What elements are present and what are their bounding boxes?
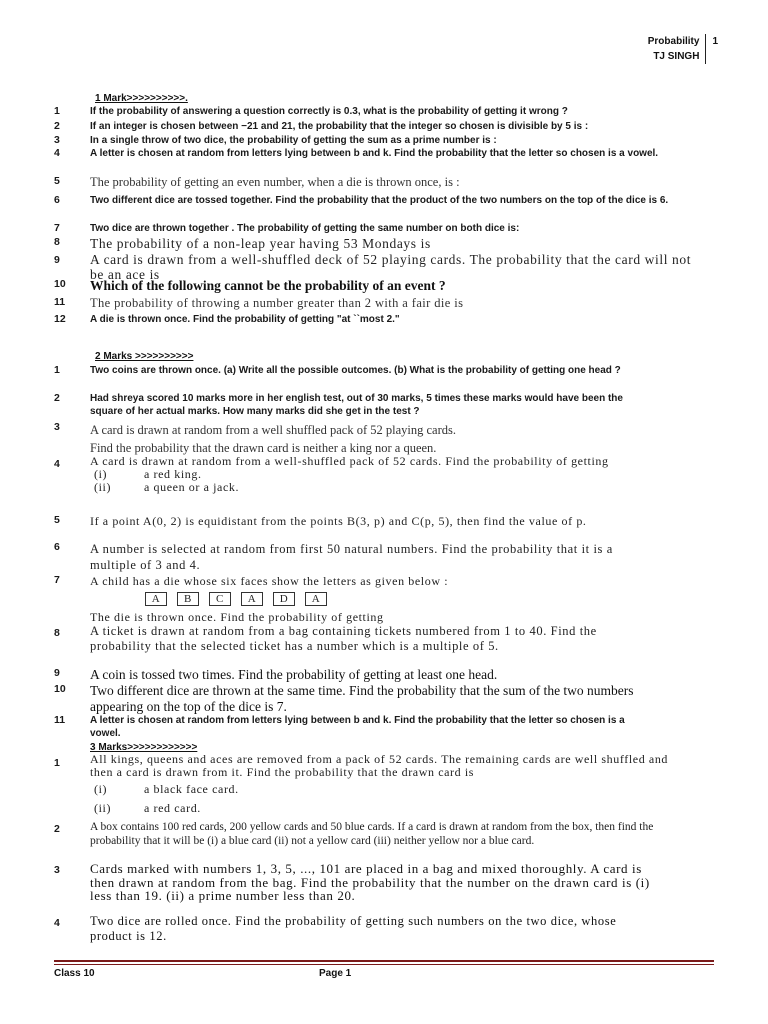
question-3m-1-part-i: (i) a black face card. <box>94 782 239 796</box>
footer-rule <box>54 960 714 962</box>
page-footer <box>54 960 714 982</box>
footer-class-label: Class 10 <box>54 968 95 979</box>
header-subject: Probability <box>647 36 700 47</box>
question-2m-3-line2: Find the probability that the drawn card is neither a king nor a queen. <box>90 441 437 455</box>
section-heading-2-marks: 2 Marks >>>>>>>>>> <box>95 351 194 362</box>
header-author: TJ SINGH <box>653 51 700 62</box>
die-face-4: A <box>241 592 263 606</box>
question-2m-7-stem: A child has a die whose six faces show the letters as given below : <box>90 574 449 588</box>
die-face-5: D <box>273 592 295 606</box>
question-2m-4-part-ii: (ii) a queen or a jack. <box>94 480 240 494</box>
footer-rule-thin <box>54 964 714 965</box>
die-face-1: A <box>145 592 167 606</box>
section-heading-3-marks: 3 Marks>>>>>>>>>>>> <box>90 742 198 753</box>
question-3m-1-part-ii: (ii) a red card. <box>94 801 201 815</box>
die-face-6: A <box>305 592 327 606</box>
die-face-2: B <box>177 592 199 606</box>
question-2m-3-line1: A card is drawn at random from a well shuffled pack of 52 playing cards. <box>90 423 456 437</box>
question-2m-7-after: The die is thrown once. Find the probability of getting <box>90 610 384 624</box>
die-faces <box>145 592 700 606</box>
footer-page-label: Page 1 <box>319 968 352 979</box>
document-page: Probability TJ SINGH 1 1 Mark>>>>>>>>>>. 1 If the probability of answering a question correctly is 0.3, what is the probability of getting it wrong ? 2 If an integer is chosen between −21 and 21, the probability that the integer so chosen is divisible by 5 is : 3 In a single throw of two dice, the probability of getting the sum as a prime number is : 4 A letter is chosen at random from letters lying between b and k. Find the probability that the letter so chosen is a vowel. 5 The probability of getting an even number, when a die is thrown once, is : 6 Two different dice are tossed together. Find the probability that the product of the two numbers on the top of the dice is 6. 7 Two dice are thrown together . The probability of getting the same number on both dice is: 8 The probability of a non-leap year having 53 Mondays is 9 A card is drawn from a well-shuffled deck of 52 playing cards. The probability that the card will not be an ace is 10 Which of the following cannot be the probability of an event ? 11 The probability of throwing a number greater than 2 with a fair die is 12 A die is thrown once. Find the probability of getting "at ``most 2." 2 Marks >>>>>>>>>> 1 Two coins are thrown once. (a) Write all the possible outcomes. (b) What is the probability of getting one head ? 2 Had shreya scored 10 marks more in her english test, out of 30 marks, 5 times these marks would have been the square of her actual marks. How many marks did she get in the test ? 3 A card is drawn at random from a well shuffled pack of 52 playing cards. Find the probability that the drawn card is neither a king nor a queen. 4 A card is drawn at random from a well-shuffled pack of 52 cards. Find the probability of getting (i) a red king. (ii) a queen or a jack. 5 If a point A(0, 2) is equidistant from the points B(3, p) and C(p, 5), then find the value of p. 6 A number is selected at random from first 50 natural numbers. Find the probability that it is a multiple of 3 and 4. 7 A child has a die whose six faces show the letters as given below : A B C A D A The die is thrown once. Find the probability of getting 8 A ticket is drawn at random from a bag containing tickets numbered from 1 to 40. Find the probability that the selected ticket has a number which is a multiple of 5. 9 A coin is tossed two times. Find the probability of getting at least one head. 10 Two different dice are thrown at the same time. Find the probability that the sum of the two numbers appearing on the top of the dice is 7. 11 A letter is chosen at random from letters lying between b and k. Find the probability that the letter so chosen is a vowel. 3 Marks>>>>>>>>>>>> 1 All kings, queens and aces are removed from a pack of 52 cards. The remaining cards are well shuffled and then a card is drawn from it. Find the probability that the drawn card is (i) a black face card. (ii) a red card. 2 A box contains 100 red cards, 200 yellow cards and 50 blue cards. If a card is drawn at random from the box, then find the probability that it will be (i) a blue card (ii) not a yellow card (iii) neither yellow nor a blue card. 3 Cards marked with numbers 1, 3, 5, ..., 101 are placed in a bag and mixed thoroughly. A card is then drawn at random from the bag. Find the probability that the number on the drawn card is (i) less than 19. (ii) a prime number less than 20. 4 Two dice are rolled once. Find the probability of getting such numbers on the two dice, whose product is 12. Class 10 Page 1 <box>0 0 768 1024</box>
page-header <box>648 34 718 64</box>
question-3m-1-stem: All kings, queens and aces are removed from a pack of 52 cards. The remaining cards are well shuffled and then a card is drawn from it. Find the probability that the drawn card is <box>90 752 669 779</box>
header-page-number: 1 <box>712 36 718 47</box>
question-2m-4-stem: A card is drawn at random from a well-shuffled pack of 52 cards. Find the probability of getting <box>90 454 609 468</box>
question-2m-4-part-i: (i) a red king. <box>94 467 202 481</box>
die-face-3: C <box>209 592 231 606</box>
section-heading-1-mark: 1 Mark>>>>>>>>>>. <box>95 93 188 104</box>
